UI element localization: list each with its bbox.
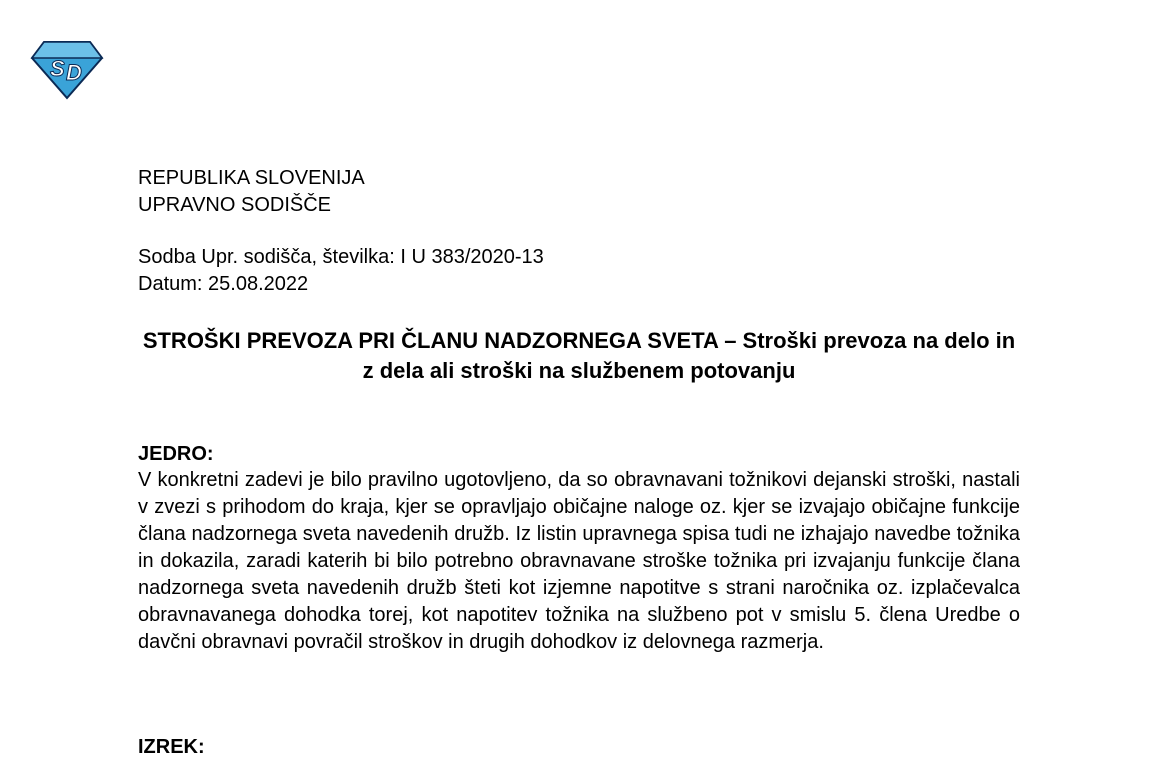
ruling-heading: IZREK: (138, 736, 205, 758)
svg-text:D: D (66, 60, 82, 85)
case-reference (138, 244, 544, 298)
svg-text:S: S (50, 56, 65, 81)
sd-diamond-logo-icon (30, 40, 104, 100)
document-title: STROŠKI PREVOZA PRI ČLANU NADZORNEGA SVETA – Stroški prevoza na delo in z dela ali stroški na službenem potovanju (142, 328, 1016, 383)
summary-heading: JEDRO: (138, 443, 214, 465)
court-logo (30, 40, 104, 100)
country-name: REPUBLIKA SLOVENIJA (138, 167, 365, 189)
summary-text: V konkretni zadevi je bilo pravilno ugotovljeno, da so obravnavani tožnikovi dejanski stroški, nastali v zvezi s prihodom do kraja, kjer se opravljajo običajne naloge oz. kjer se izvajajo običajne funkcije člana nadzornega sveta navedenih družb. Iz listin upravnega spisa tudi ne izhajajo navedbe tožnika in dokazila, zaradi katerih bi bilo potrebno obravnavane stroške tožnika pri izvajanju funkcije člana nadzornega sveta navedenih družb šteti kot izjemne napotitve s strani naročnika oz. izplačevalca obravnavanega dohodka torej, kot napotitev tožnika na službeno pot v smislu 5. člena Uredbe o davčni obravnavi povračil stroškov in drugih dohodkov iz delovnega razmerja. (138, 469, 1020, 653)
case-number: Sodba Upr. sodišča, številka: I U 383/2020-13 (138, 246, 544, 268)
court-name: UPRAVNO SODIŠČE (138, 194, 331, 216)
court-header (138, 165, 365, 219)
decision-date: Datum: 25.08.2022 (138, 273, 309, 295)
